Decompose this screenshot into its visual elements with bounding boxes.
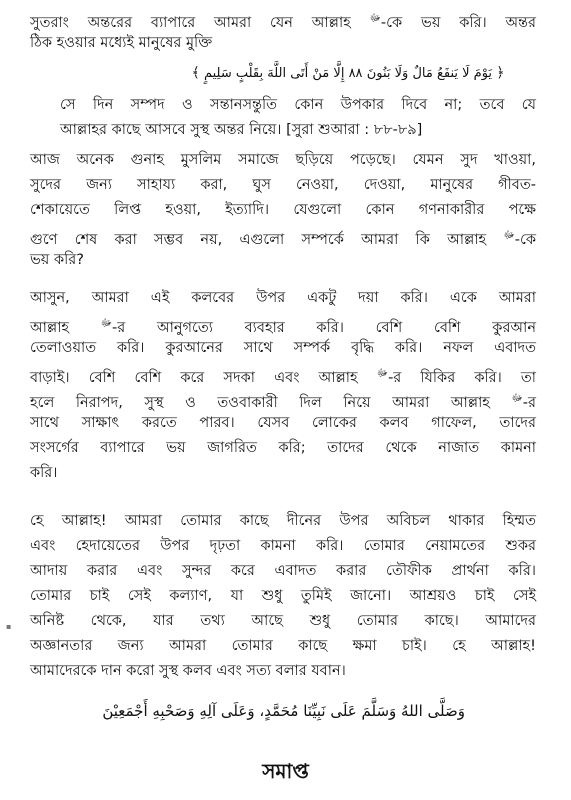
text-line: হে আল্লাহ! আমরা তোমার কাছে দীনের উপর অবিচল থাকার হিম্মত — [30, 513, 536, 529]
text-line: ভয় করি? — [30, 252, 84, 268]
margin-mark: ▪ — [6, 622, 12, 631]
paragraph-mercy — [30, 286, 536, 486]
closing-durood: وَصَلَّى اللهُ وَسَلَّمَ عَلَى نَبِيِّنَا مُحَمَّدٍ، وَعَلَى آلِهِ وَصَحْبِهِ أَجْمَعِيْنَ — [102, 702, 465, 720]
text-line: সংসর্গের ব্যাপারে ভয় জাগরিত করি; তাদের থেকে নাজাত কামনা — [30, 440, 536, 456]
text-line: ঠিক হওয়ার মধ্যেই মানুষের মুক্তি — [30, 35, 213, 51]
text-line: হলে নিরাপদ, সুস্থ ও তওবাকারী দিল নিয়ে আমরা আল্লাহ ﷻ-র — [30, 386, 536, 411]
text-line: আজ অনেক গুনাহ মুসলিম সমাজে ছড়িয়ে পড়েছে। যেমন সুদ খাওয়া, — [30, 152, 536, 168]
text-line: আল্লাহর কাছে আসবে সুস্থ অন্তর নিয়ে। [সুরা শুআরা : ৮৮-৮৯] — [60, 122, 423, 138]
text-line: আল্লাহ ﷻ-র আনুগত্যে ব্যবহার করি। বেশি বেশি কুরআন — [30, 311, 536, 336]
text-line: আমাদেরকে দান করো সুস্থ কলব এবং সত্য বলার যবান। — [30, 663, 346, 679]
honorific-mark: ﷻ — [376, 368, 389, 379]
text-line: তেলাওয়াত করি। কুরআনের সাথে সম্পর্ক বৃদ্ধি করি। নফল এবাদত — [30, 340, 536, 356]
text-line: বাড়াই। বেশি বেশি করে সদকা এবং আল্লাহ ﷻ-র যিকির করি। তা — [30, 361, 536, 386]
text-line: সাথে সাক্ষাৎ করতে পারব। যেসব লোকের কলব গাফেল, তাদের — [30, 415, 536, 431]
text-line: গুণে শেষ করা সম্ভব নয়, এগুলো সম্পর্কে আমরা কি আল্লাহ ﷻ-কে — [30, 223, 536, 248]
verse-translation — [60, 93, 536, 143]
honorific-mark: ﷻ — [503, 230, 515, 241]
quran-verse — [160, 65, 536, 89]
text-line: এবং হেদায়েতের উপর দৃঢ়তা কামনা করি। তোমার নেয়ামতের শুকর — [30, 538, 536, 554]
paragraph-sins — [30, 148, 536, 273]
verse-bracket-open: ﴿ — [496, 65, 505, 81]
text-line: সুদের জন্য সাহায্য করা, ঘুস নেওয়া, দেওয়া, মানুষের গীবত- — [30, 177, 536, 193]
text-line: অজ্ঞানতার জন্য আমরা তোমার কাছে ক্ষমা চাই। হে আল্লাহ! — [30, 638, 536, 654]
text-line: অনিষ্ট থেকে, যার তথ্য আছে শুধু তোমার কাছে। আমাদের — [30, 613, 536, 629]
verse-text-part-1: يَوْمَ لَا يَنفَعُ مَالٌ وَلَا بَنُونَ — [366, 66, 493, 81]
honorific-mark: ﷻ — [369, 13, 381, 24]
verse-text-part-2: إِلَّا مَنْ أَتَى اللَّهَ بِقَلْبٍ سَلِيمٍ — [203, 66, 345, 81]
text-line: সে দিন সম্পদ ও সন্তানসন্তুতি কোন উপকার দিবে না; তবে যে — [60, 97, 536, 113]
honorific-mark: ﷻ — [100, 318, 113, 329]
honorific-mark: ﷻ — [511, 393, 523, 404]
paragraph-supplication — [30, 509, 536, 684]
text-line: শেকায়েতে লিপ্ত হওয়া, ইত্যাদি। যেগুলো কোন গণনাকারীর পক্ষে — [30, 202, 536, 218]
paragraph-heart — [30, 6, 536, 56]
verse-number: ٨٨ — [348, 66, 363, 81]
text-line: আদায় করার এবং সুন্দর করে এবাদত করার তৌফীক প্রার্থনা করি। — [30, 563, 536, 579]
text-line: করি। — [30, 465, 58, 481]
end-title: সমাপ্ত — [262, 759, 309, 783]
verse-bracket-close: ﴾ — [191, 65, 200, 81]
text-line: আসুন, আমরা এই কলবের উপর একটু দয়া করি। একে আমরা — [30, 290, 536, 306]
text-line: তোমার চাই সেই কল্যাণ, যা শুধু তুমিই জানো। আশ্রয়ও চাই সেই — [30, 588, 536, 604]
text-line: সুতরাং অন্তরের ব্যাপারে আমরা যেন আল্লাহ ﷻ-কে ভয় করি। অন্তর — [30, 6, 536, 31]
